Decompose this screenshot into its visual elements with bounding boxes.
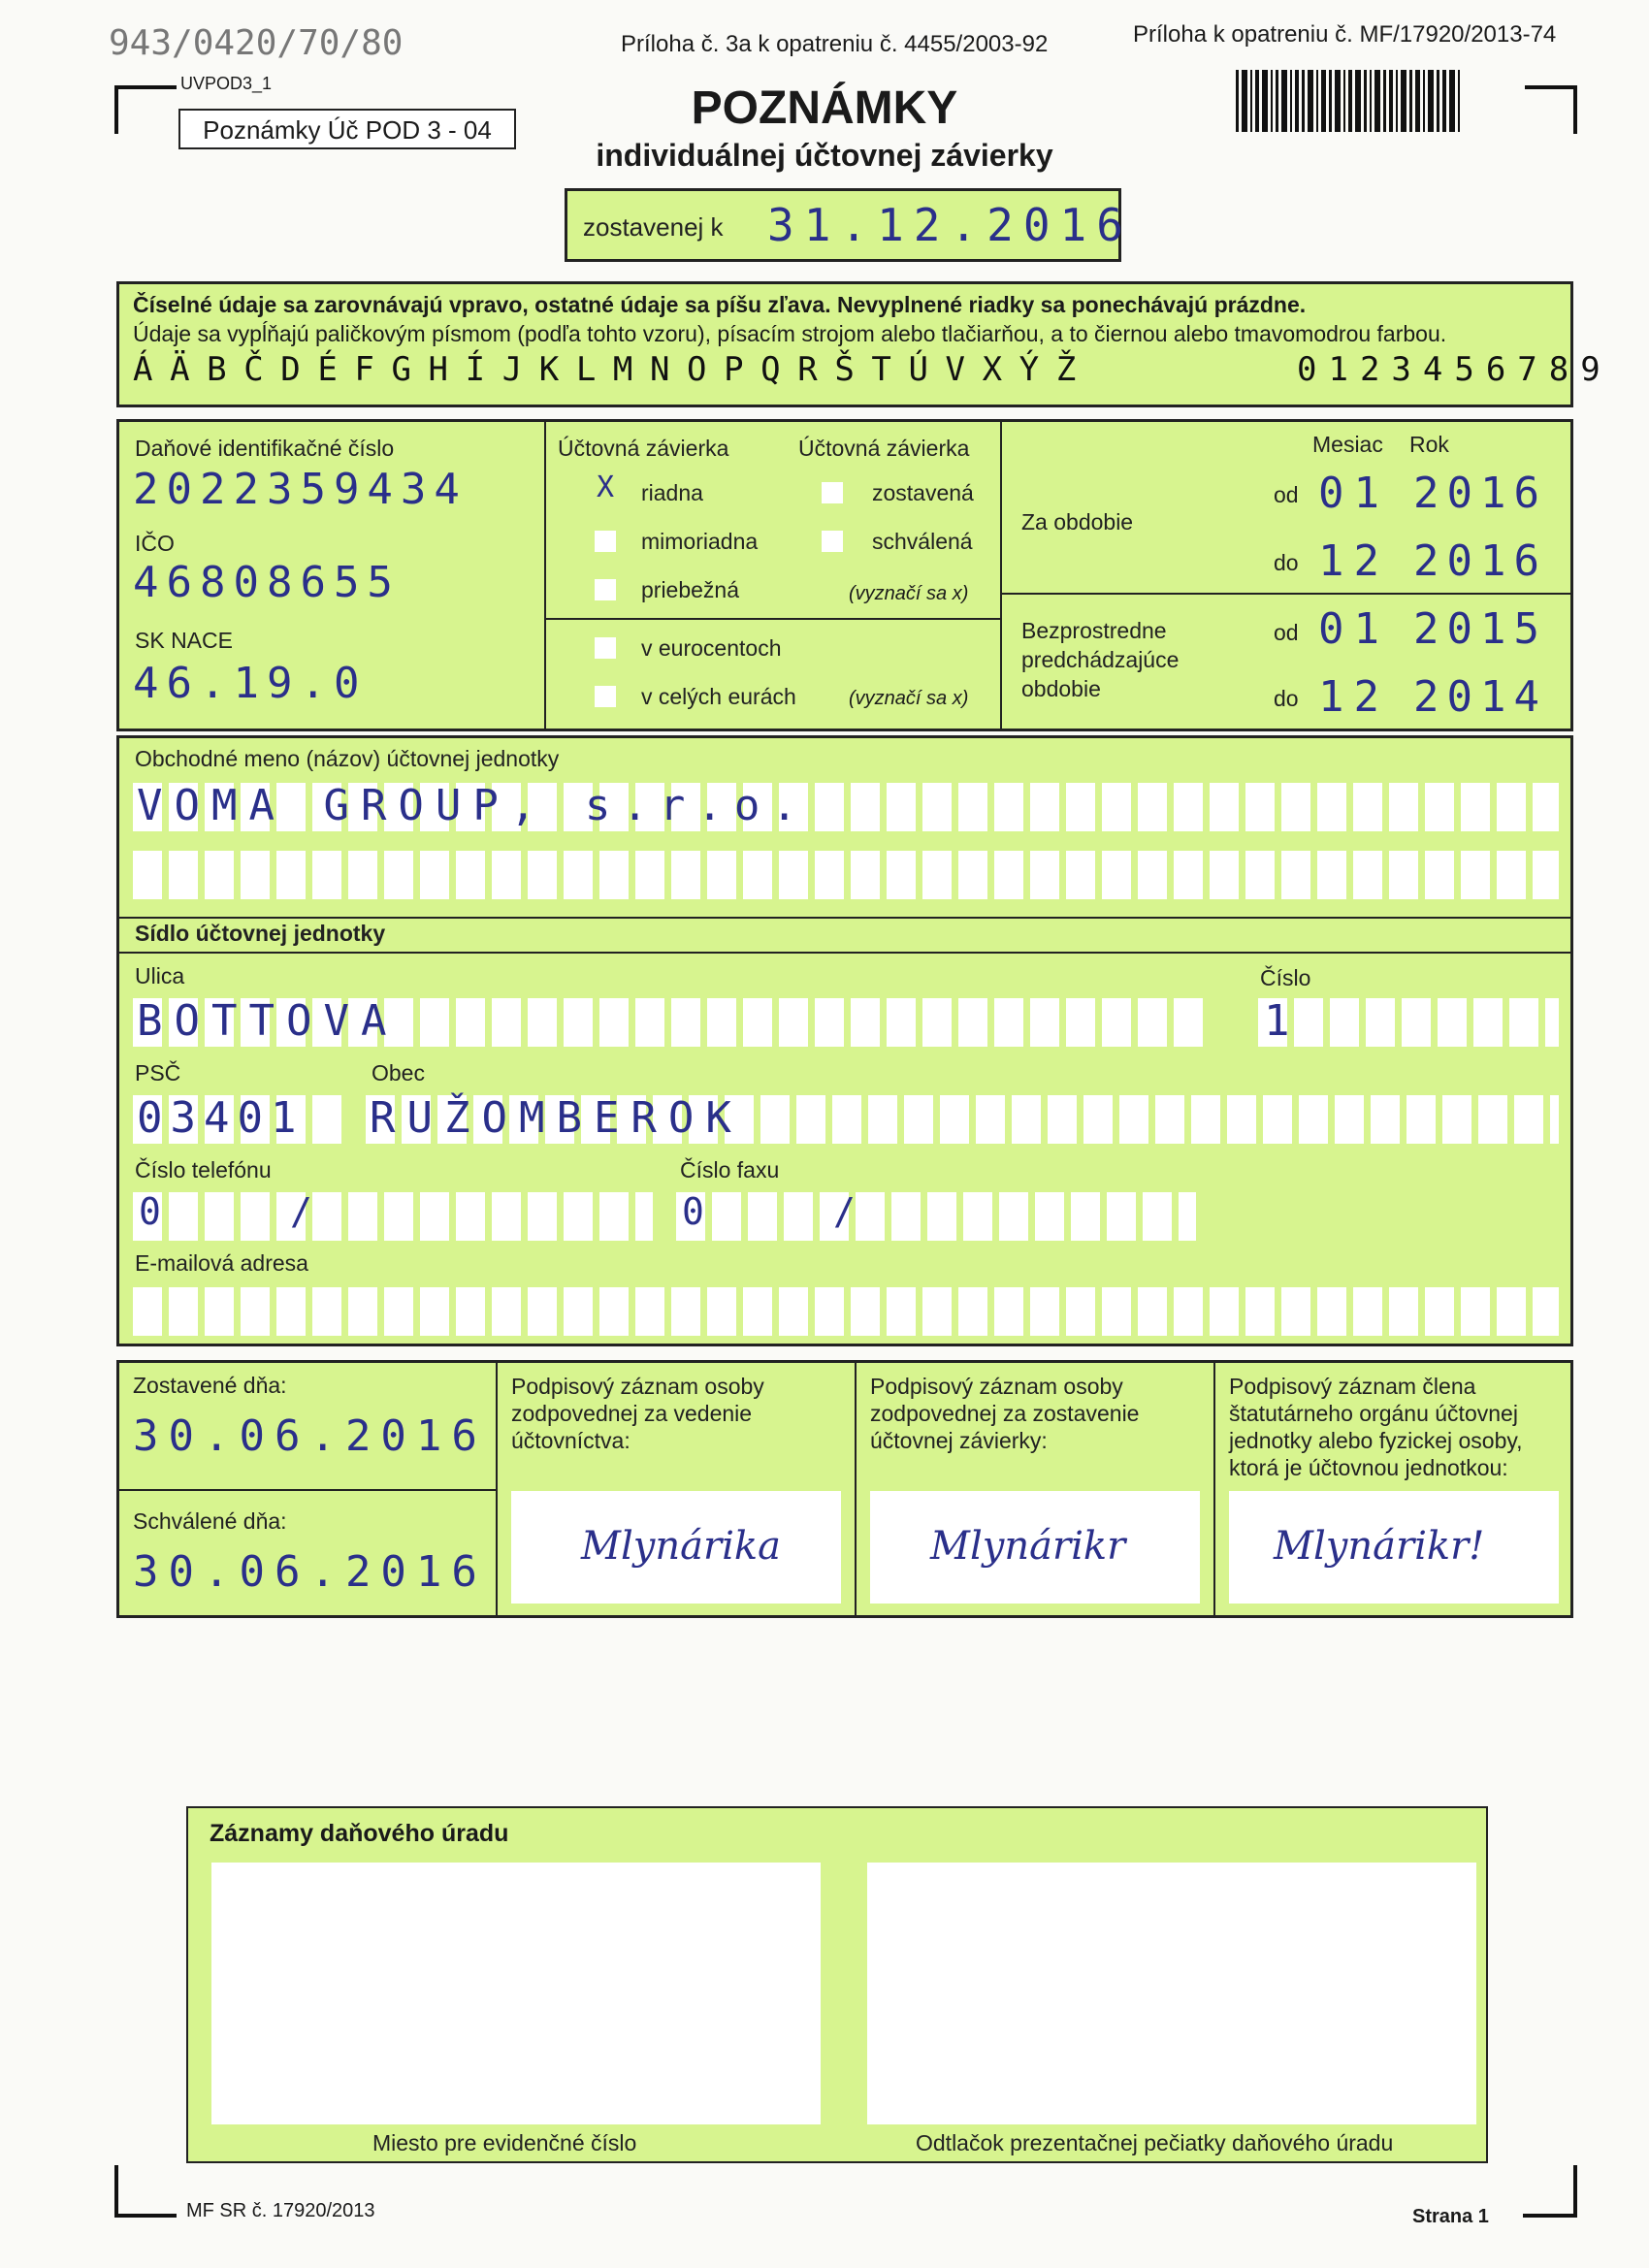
footer-page-number: Strana 1 bbox=[1412, 2206, 1489, 2227]
prev-from-month[interactable]: 01 bbox=[1318, 604, 1389, 654]
sample-letters: ÁÄBČDÉFGHÍJKLMNOPQRŠTÚVXÝŽ bbox=[133, 350, 1093, 389]
current-to-year[interactable]: 2016 bbox=[1413, 536, 1547, 586]
signature-panel bbox=[116, 1360, 1573, 1618]
corner-mark-bottom-left bbox=[114, 2165, 177, 2218]
form-box-label: Poznámky Úč POD 3 - 04 bbox=[178, 109, 516, 149]
dic-label: Daňové identifikačné číslo bbox=[135, 436, 395, 461]
opt-eur-label: v celých eurách bbox=[641, 684, 796, 709]
checkbox-schvalena[interactable] bbox=[822, 531, 843, 552]
opt-mimoriadna-label: mimoriadna bbox=[641, 529, 759, 554]
checkbox-priebezna[interactable] bbox=[595, 579, 616, 600]
sig3-label: Podpisový záznam člena štatutárneho orgánu účtovnej jednotky alebo fyzickej osoby, ktorá je účtovnou jednotkou: bbox=[1229, 1374, 1523, 1480]
prev-to-month[interactable]: 12 bbox=[1318, 672, 1389, 722]
tax-office-title: Záznamy daňového úradu bbox=[210, 1820, 509, 1847]
approved-on-label: Schválené dňa: bbox=[133, 1508, 287, 1534]
identification-panel bbox=[116, 419, 1573, 731]
annex-left: Príloha č. 3a k opatreniu č. 4455/2003-92 bbox=[621, 31, 1049, 57]
from-label-current: od bbox=[1274, 482, 1299, 507]
mark-hint: (vyznačí sa x) bbox=[849, 583, 969, 604]
sig2-label: Podpisový záznam osoby zodpovednej za zostavenie účtovnej závierky: bbox=[870, 1374, 1140, 1453]
fax-label: Číslo faxu bbox=[680, 1157, 780, 1183]
to-label-current: do bbox=[1274, 550, 1299, 575]
fax-row[interactable] bbox=[676, 1192, 1196, 1241]
corner-mark-top-left bbox=[114, 85, 177, 134]
number-row[interactable] bbox=[1258, 998, 1559, 1047]
approved-on-value[interactable]: 30.06.2016 bbox=[133, 1547, 487, 1597]
current-period-label: Za obdobie bbox=[1021, 509, 1134, 535]
fax-prefix: 0 bbox=[682, 1190, 704, 1233]
evidence-number-box[interactable] bbox=[211, 1863, 821, 2124]
instructions-line2: Údaje sa vypĺňajú paličkovým písmom (podľa tohto vzoru), písacím strojom alebo tlačiarňou, a to čiernou alebo tmavomodrou farbou. bbox=[133, 321, 1447, 346]
email-row[interactable] bbox=[133, 1287, 1559, 1336]
footer-left: MF SR č. 17920/2013 bbox=[186, 2200, 375, 2221]
compiled-date-box bbox=[565, 188, 1133, 262]
compiled-on-label: Zostavené dňa: bbox=[133, 1373, 287, 1398]
company-panel bbox=[116, 735, 1573, 1346]
prev-to-year[interactable]: 2014 bbox=[1413, 672, 1547, 722]
company-name-value: VOMA GROUP, s.r.o. bbox=[137, 781, 809, 830]
ico-label: IČO bbox=[135, 531, 175, 556]
sig2-signature: Mlynárikr bbox=[930, 1524, 1126, 1569]
nace-value[interactable]: 46.19.0 bbox=[133, 659, 368, 708]
stamp-box[interactable] bbox=[867, 1863, 1476, 2124]
year-label: Rok bbox=[1409, 432, 1449, 457]
street-label: Ulica bbox=[135, 963, 185, 988]
compiled-on-value[interactable]: 30.06.2016 bbox=[133, 1411, 487, 1461]
month-label: Mesiac bbox=[1312, 432, 1383, 457]
riadna-checkmark[interactable]: X bbox=[597, 470, 615, 504]
company-name-label: Obchodné meno (názov) účtovnej jednotky bbox=[135, 746, 560, 771]
barcode bbox=[1236, 70, 1476, 132]
city-value: RUŽOMBEROK bbox=[370, 1093, 743, 1143]
sample-digits: 0123456789 bbox=[1297, 350, 1612, 389]
statement-type-header-b: Účtovná závierka bbox=[798, 436, 970, 461]
opt-priebezna-label: priebežná bbox=[641, 577, 740, 602]
to-label-previous: do bbox=[1274, 686, 1299, 711]
handwritten-reference: 943/0420/70/80 bbox=[109, 23, 404, 63]
corner-mark-bottom-right bbox=[1523, 2165, 1577, 2218]
opt-zostavena-label: zostavená bbox=[872, 480, 974, 505]
city-label: Obec bbox=[372, 1060, 425, 1085]
checkbox-eurocent[interactable] bbox=[595, 637, 616, 659]
number-label: Číslo bbox=[1260, 965, 1311, 990]
sig3-signature: Mlynárikr! bbox=[1274, 1524, 1485, 1569]
checkbox-zostavena[interactable] bbox=[822, 482, 843, 503]
opt-schvalena-label: schválená bbox=[872, 529, 973, 554]
ico-value[interactable]: 46808655 bbox=[133, 558, 401, 607]
tax-office-panel bbox=[186, 1806, 1488, 2163]
previous-period-label: Bezprostredne predchádzajúce obdobie bbox=[1021, 618, 1180, 701]
page-title: POZNÁMKY bbox=[691, 82, 958, 134]
stamp-caption: Odtlačok prezentačnej pečiatky daňového úradu bbox=[916, 2130, 1394, 2155]
company-name-row2[interactable] bbox=[133, 851, 1559, 899]
fax-separator: / bbox=[833, 1190, 856, 1233]
phone-prefix: 0 bbox=[139, 1190, 161, 1233]
psc-value: 03401 bbox=[137, 1093, 305, 1143]
sig1-signature: Mlynárika bbox=[581, 1524, 781, 1569]
page-subtitle: individuálnej účtovnej závierky bbox=[596, 138, 1053, 173]
form-code: UVPOD3_1 bbox=[180, 74, 273, 93]
email-label: E-mailová adresa bbox=[135, 1250, 308, 1276]
street-value: BOTTOVA bbox=[137, 996, 399, 1046]
statement-type-header-a: Účtovná závierka bbox=[558, 436, 729, 461]
prev-from-year[interactable]: 2015 bbox=[1413, 604, 1547, 654]
nace-label: SK NACE bbox=[135, 628, 233, 653]
sig1-label: Podpisový záznam osoby zodpovednej za vedenie účtovníctva: bbox=[511, 1374, 764, 1453]
annex-right: Príloha k opatreniu č. MF/17920/2013-74 bbox=[1133, 21, 1557, 48]
current-from-month[interactable]: 01 bbox=[1318, 469, 1389, 518]
compiled-date-value[interactable]: 31.12.2016 bbox=[767, 199, 1133, 251]
current-to-month[interactable]: 12 bbox=[1318, 536, 1389, 586]
phone-row[interactable] bbox=[133, 1192, 653, 1241]
opt-eurocent-label: v eurocentoch bbox=[641, 635, 782, 661]
phone-label: Číslo telefónu bbox=[135, 1157, 272, 1183]
opt-riadna-label: riadna bbox=[641, 480, 703, 505]
seat-label: Sídlo účtovnej jednotky bbox=[135, 921, 386, 946]
corner-mark-top-right bbox=[1525, 85, 1577, 134]
current-from-year[interactable]: 2016 bbox=[1413, 469, 1547, 518]
phone-separator: / bbox=[290, 1190, 312, 1233]
instructions-line1: Číselné údaje sa zarovnávajú vpravo, ostatné údaje sa píšu zľava. Nevyplnené riadky sa ponechávajú prázdne. bbox=[133, 292, 1307, 317]
from-label-previous: od bbox=[1274, 620, 1299, 645]
mark-hint-2: (vyznačí sa x) bbox=[849, 688, 969, 709]
psc-label: PSČ bbox=[135, 1060, 181, 1085]
dic-value[interactable]: 2022359434 bbox=[133, 465, 468, 514]
evidence-number-caption: Miesto pre evidenčné číslo bbox=[372, 2130, 637, 2155]
checkbox-mimoriadna[interactable] bbox=[595, 531, 616, 552]
checkbox-eur[interactable] bbox=[595, 686, 616, 707]
compiled-label: zostavenej k bbox=[583, 212, 724, 242]
instructions-panel bbox=[116, 281, 1612, 407]
number-value: 1 bbox=[1264, 996, 1290, 1046]
